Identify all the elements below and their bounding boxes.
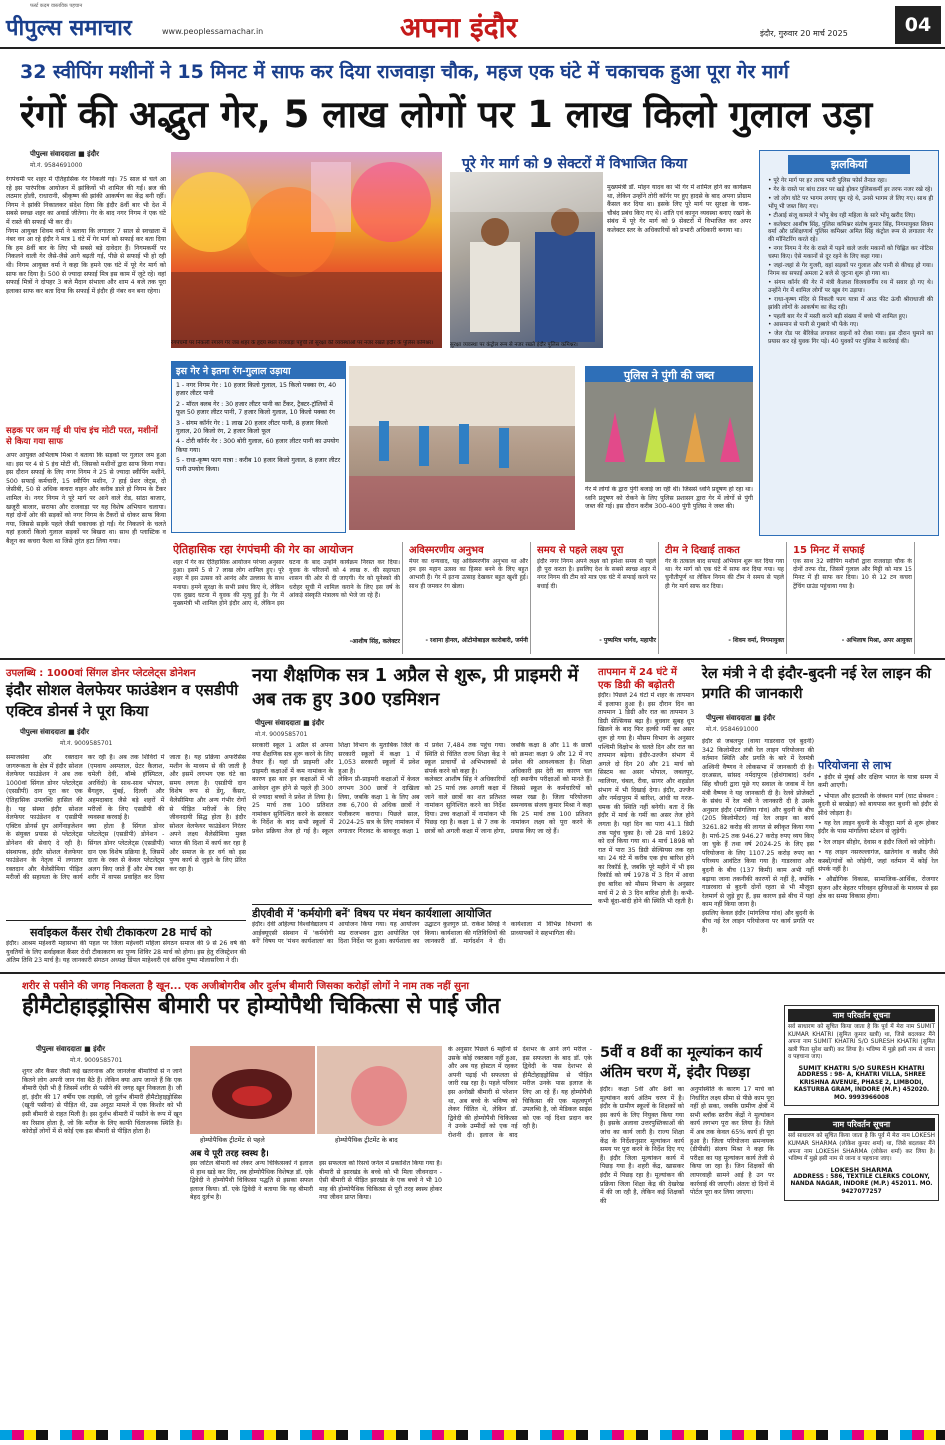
gulal-item: 2 - मॉरल क्लब गेर : 30 हजार लीटर पानी का टैंकर, ट्रैक्टर-ट्रॉलियों में फूल 50 हजार लीटर पानी, 7 हजार किलो गुलाल, 10 किलो पक्का रंग (176, 400, 335, 417)
story3-mobile: मो.नं. 9009585701 (255, 731, 308, 738)
story6-text: इंदौर से जबलपुर (वाया गाडरवारा एवं बुदनी) 342 किलोमीटर लंबी रेल लाइन परियोजना की वर्तमान स्थिति और प्रगति के बारे में रेलमंत्री अश्विनी वैष्णव ने लोकसभा में जानकारी दी है। दरअसल, सांसद नर्मदापुरम (होशंगाबाद) दर्शन सिंह चौधरी द्वारा पूछे गए सवाल के जवाब में रेल मंत्री वैष्णव ने यह जानकारी दी है। रेलवे प्रोजेक्टों के संबंध में रेल मंत्री ने जानकारी दी है उसके अनुसार इंदौर (मांगलिया गांव) और बुदनी के बीच (205 किलोमीटर) नई रेल लाइन का कार्य 3261.82 करोड़ की लागत से स्वीकृत किया गया है। मार्च-25 तक 946.27 करोड़ रुपए व्यय किए जा चुके हैं तथा वर्ष 2024-25 के लिए इस परियोजना के लिए 1107.25 करोड़ रुपए का परिव्यय आवंटित किया गया है। गाडरवारा और बुदनी के बीच (137 किमी) काम अभी नहीं बढ़ाया जाना तकनीकी कारणों से नहीं है, क्योंकि गाडरवारा से बुदनी दोनों रहता से भी मौजूदा रेलमार्ग से जुड़े हुए हैं, इस कारण इसे बीच में यहां काम नहीं किया जाना है। इसलिए केवल इंदौर (मांगलिया गांव) और बुदनी के बीच नई रेल लाइन परियोजना पर कार्य प्रगति पर है। (702, 738, 814, 935)
lead-byline: पीपुल्स संवाददाता ■ इंदौर (30, 150, 99, 158)
page-number: 04 (895, 6, 941, 44)
story7-byline: पीपुल्स संवाददाता ■ इंदौर (36, 1045, 105, 1053)
quote-title: समय से पहले लक्ष्य पूरा (537, 545, 624, 556)
section-title: अपना इंदौर (400, 11, 518, 44)
jhalkiyan-item: • जहां-जहां से गेर गुजरी, वहां सड़कों पर गुलाल और पानी से कीचड़ हो गया। निगम का सफाई अमला 2 बजे से जुटना शुरू हो गया था। (768, 263, 933, 277)
story6-benefits-head: परियोजना से लाभ (818, 759, 892, 772)
quote-text: इंदौर नगर निगम अपने लक्ष्य को हमेशा समय से पहले ही पूरा करता है। इसलिए देश के सबसे स्वच्छ शहर में नगर निगम की टीम को मात्र एक घंटे में सफाई करने पर बधाई दी। (537, 558, 656, 590)
lead-mobile: मो.नं. 9584691000 (30, 162, 83, 169)
story2-headline: इंदौर सोशल वेलफेयर फाउंडेशन व एसडीपी एक्टिव डोनर्स ने पूरा किया (6, 681, 239, 720)
story7-mobile: मो.नं. 9009585701 (70, 1057, 123, 1064)
quote-box (535, 542, 659, 654)
jhalkiyan-item: • कलेक्टर आशीष सिंह, पुलिस कमिश्नर संतोष कुमार सिंह, निगमायुक्त शिवम वर्मा और प्रशिक्षणार्थ पुलिस कमिश्नर अमित सिंह कंट्रोल रूम से लगातार गेर की मॉनिटरिंग करते रहे। (768, 221, 933, 244)
gulal-item: 5 - राधा-कृष्ण फाग यात्रा : करीब 10 हजार किलो गुलाल, 8 हजार लीटर पानी उपयोग किया। (176, 457, 341, 473)
benefit-item: • यह लाइन नसरुल्लागंज, खातेगांव व कन्नौद जैसे कस्बों/गांवों को जोड़ेगी, जहां वर्तमान में कोई रेल संपर्क नहीं है। (818, 849, 938, 874)
benefit-item: • रेल लाइन सीहोर, देवास व इंदौर जिलों को जोड़ेगी। (818, 838, 936, 846)
jhalkiyan-item: • नगर निगम ने गेर के रास्ते में पड़ने वाले जर्जर मकानों को चिह्नित कर नोटिस चस्पा किए। ऐसे मकानों से दूर रहने के लिए कहा गया। (768, 246, 933, 261)
quote-box (791, 542, 915, 654)
story2-kicker: उपलब्धि : 1000वां सिंगल डोनर प्लेटलेट्स डोनेशन (6, 668, 196, 679)
gulal-item: 4 - टोरी कॉर्नर गेर : 300 बोरी गुलाल, 60 हजार लीटर पानी का उपयोग किया गया। (176, 438, 339, 454)
gulal-crowd-photo (171, 152, 442, 348)
notice-title: नाम परिवर्तन सूचना (788, 1118, 935, 1131)
police-control-room-photo (450, 172, 603, 348)
story4-text: इंदौर। आश्रम महेश्वरी महासभा की पहल पर जिला महेश्वरी महिला संगठन समाज की 9 से 26 वर्ष की युवतियों के लिए सर्वाइकल कैंसर रोधी टीकाकरण का पुण्य शिविर 28 मार्च को होगा। इस हेतु रजिस्ट्रेशन की अंतिम तिथि 23 मार्च है। यह जानकारी संगठन अध्यक्ष डिंपल माहेश्वरी एवं सचिव पुष्पा मोलासरिया ने दी। (6, 940, 246, 965)
street-sweeping-photo (349, 366, 575, 530)
benefit-item: • यह रेल लाइन बुधनी के मौजूदा मार्ग से शुरू होकर इंदौर के पास मांगलिया स्टेशन से जुड़ेगी। (818, 820, 938, 836)
story7-subhead: अब ये पूरी तरह स्वस्थ है। (190, 1149, 269, 1159)
story3-divider (252, 904, 592, 905)
jhalkiyan-item: • जो लोग घोटे पर भागम लगाए घूम रहे थे, उनसे भागम ले लिए गए। साथ ही भोंपू भी जब्त किए गए। (768, 195, 933, 210)
story7-headline: हीमैटोहाइड्रोसिस बीमारी पर होम्योपैथी चिकित्सा से पाई जीत (22, 994, 501, 1019)
lead-subhead: सड़क पर जम गई थी पांच इंच मोटी परत, मशीनों से किया गया साफ (6, 426, 158, 447)
notice-text: सर्व साधारण को सूचित किया जाता है कि पूर्व में मेरा नाम LOKESH KUMAR SHARMA (लोकेश कुमार शर्मा) था, जिसे बदलकर मैंने अपना नाम LOKESH SHARMA (लोकेश शर्मा) कर लिया है। भविष्य में मुझे इसी नाम से जाना व पहचाना जाए। (788, 1133, 935, 1163)
quote-box (407, 542, 531, 654)
police-photo-caption: सुरक्षा व्यवस्था पर कंट्रोल रूम से नजर रखते इंदौर पुलिस कमिश्नर। (450, 342, 578, 348)
gulal-item: 1 - नगर निगम गेर : 10 हजार किलो गुलाल, 15 किलो पक्का रंग, 40 हजार लीटर पानी (176, 382, 337, 398)
sector-headline: पूरे गेर मार्ग को 9 सेक्टरों में विभाजित किया (462, 156, 688, 172)
gulal-box-head: इस गेर ने इतना रंग-गुलाल उड़ाया (172, 362, 345, 379)
story2-byline: पीपुल्स संवाददाता ■ इंदौर (20, 728, 89, 736)
divider-2 (0, 972, 945, 974)
quote-author: - रशाना हीनल, ऑटोमोबाइल कारोबारी, जर्मनी (425, 637, 528, 644)
gulal-crowd-illustration (171, 152, 442, 348)
story8-text-right: अनुपस्थिति के कारण 17 मार्च को निर्धारित लक्ष्य सीमा से पीछे काम पूरा नहीं हो सका, जबकि ग्रामीण क्षेत्रों में सभी ब्लॉक स्तरीय केंद्रों ने मूल्यांकन कार्य लगभग पूरा कर लिया है। जिले में अब तक केवल 65% कार्य ही पूरा हुआ है। जिला परियोजना समन्वयक (डीपीसी) संजय मिश्रा ने कहा कि परीक्षा का यह मूल्यांकन कार्य तेजी से किया जा रहा है। जिन शिक्षकों की लापरवाही सामने आई है उन पर कार्रवाई की जाएगी। अंततः दो दिनों में पोर्टल पूरा कर लिया जाएगा। (690, 1086, 774, 1197)
jhalkiyan-item: • संगम कॉर्नर की गेर में मंत्री कैलाश विजयवर्गीय रथ में सवार हो गए थे। उन्होंने गेर में शामिल लोगों पर खूब रंग उड़ाया। (768, 279, 933, 294)
pungi-photo (585, 382, 753, 482)
gulal-item: 3 - संगम कॉर्नर गेर : 1 लाख 20 हजार लीटर पानी, 8 हजार किलो गुलाल, 20 किलो रंग, 2 हजार किलो फूल (176, 419, 328, 436)
story7-left-text: शुगर और कैंसर जैसी कई खतरनाक और जानलेवा बीमारियों से न जाने कितने लोग अपनी जान गंवा बैठे हैं। लेकिन क्या आप जानते हैं कि एक बीमारी ऐसी भी है जिसमें शरीर से पसीने की जगह खून निकलता है। जी हां, इंदौर की 17 वर्षीय एक लड़की, जो दुर्लभ बीमारी हीमैटोहाइड्रोसिस (खूनी पसीना) से पीड़ित थी, उस अनूठा मामले में एक किशोर को भी इसी बीमारी से राहत मिली है। इस दुर्लभ बीमारी में पसीने के रूप में खून का रिसाव होता है, जो कि मरीज के लिए काफी चिंताजनक स्थिति है। कोरोड़ों लोगों में से कोई एक इस बीमारी से पीड़ित होता है। (22, 1068, 182, 1136)
jhalkiyan-item: • आसमान से पानी से गुब्बारे भी फेंके गए। (768, 322, 859, 329)
jhalkiyan-list (760, 178, 938, 347)
story3-headline: नया शैक्षणिक सत्र 1 अप्रैल से शुरू, प्री प्राइमरी में अब तक हुए 300 एडमिशन (252, 665, 579, 710)
jhalkiyan-item: • पहली बार गेर में मस्ती करने बड़ी संख्या में बच्चे भी शामिल हुए। (768, 313, 908, 320)
quote-title: ऐतिहासिक रहा रंगपंचमी की गेर का आयोजन (173, 543, 354, 556)
lead-kicker: 32 स्वीपिंग मशीनों ने 15 मिनट में साफ कर दिया राजवाड़ा चौक, महज एक घंटे में चकाचक हुआ पूरा गेर मार्ग (20, 61, 789, 83)
masthead-site[interactable]: www.peoplessamachar.in (162, 27, 264, 36)
quote-text: मेयर का धन्यवाद, यह अविस्मरणीय अनुभव था और हम इस महान उत्सव का हिस्सा बनने के लिए बहुत आभारी हैं। गेर में इतना उत्साह देखकर बहुत खुशी हुई। साथ ही जमकर रंग खेला। (409, 558, 528, 590)
pungi-caption: गेर में लोगों के द्वारा पुंगी बजाई जा रही थी। जिससे ध्वनि प्रदूषण हो रहा था। ध्वनि प्रदूषण को रोकने के लिए पुलिस प्रशासन द्वारा गेर में लोगों से पुंगी जब्त की गई। इस दौरान करीब 300-400 पुंगी पुलिस ने जब्त की। (585, 486, 753, 511)
quote-box (663, 542, 787, 654)
pungi-illustration (585, 382, 753, 482)
masthead-logo-tagline: फर्स्ट कदम वास्तविक पहचान (30, 3, 83, 9)
story7-kicker: शरीर से पसीने की जगह निकलता है खून... एक अजीबोगरीब और दुर्लभ बीमारी जिसका करोड़ों लोगों ने नाम तक नहीं सुना (22, 981, 469, 992)
story8-headline-2: अंतिम चरण में, इंदौर पिछड़ा (600, 1065, 750, 1081)
before-caption: होम्योपैथिक ट्रीटमेंट से पहले (200, 1136, 265, 1144)
benefit-item: • इंदौर से मुंबई और दक्षिण भारत के यात्रा समय में कमी आएगी। (818, 774, 938, 790)
lead-column-1: रंगपंचमी पर शहर में ऐतिहासिक गेर निकली गई। 75 साल से चले आ रहे इस पारंपरिक आयोजन में झांकियों भी शामिल की गईं। ब्रज की लठमार होली, राधारानी, श्रीकृष्ण की झांकी आकर्षण का केंद्र बनी रहीं। निगम ने झांकी निकालकर संदेश दिया कि इंदौर 8वीं बार भी देश में सबसे स्वच्छ शहर का अवार्ड जीतेगा। गेर के बाद नगर निगम ने एक घंटे में रास्ते की सफाई भी कर दी। निगम आयुक्त शिवम वर्मा ने बताया कि लगातार 7 साल से स्वच्छता में नंबर वन आ रहे इंदौर ने मात्र 1 घंटे में गेर मार्ग को सफाई कर बता दिया कि हम 8वीं बार के लिए भी सबसे बड़े दावेदार हैं। निगमकर्मी पर निकलने वाली गेर जैसे-जैसे आगे बढ़ती गई, पीछे से सफाई भी हो रही थी। निगम आयुक्त वर्मा ने कहा कि हमने एक घंटे में पूरे गेर मार्ग को साफ कर दिया है। 500 से ज्यादा सफाई मित्र इस काम में जुटे रहे। वहां सफाई मित्रों ने दोपहर 3 बजे मैदान संभाला और शाम 4 बजे तक पूरा इलाका साफ कर बता दिया कि सफाई में इंदौर ही नंबर वन बना रहेगा। (6, 176, 166, 295)
notices-column (784, 1005, 939, 1415)
masthead-date: इंदौर, गुरुवार 20 मार्च 2025 (760, 29, 848, 38)
after-caption: होम्योपैथिक ट्रीटमेंट के बाद (335, 1136, 398, 1144)
jhalkiyan-head: झलकियां (788, 155, 910, 174)
quote-text: गेर के तत्काल बाद सफाई अभियान शुरू कर दिया गया था। गेर मार्ग को एक घंटे में साफ कर दिया गया। यह चुनौतीपूर्ण था लेकिन निगम की टीम ने समय से पहले ही गेर मार्ग साफ कर दिया। (665, 558, 784, 590)
notice-text: सर्व साधारण को सूचित किया जाता है कि पूर्व में मेरा नाम SUMIT KUMAR KHATRI (सुमित कुमार खत्री) था, जिसे बदलकर मैंने अपना नाम SUMIT KHATRI S/O SURESH KHATRI (सुमित खत्री पिता सुरेश खत्री) कर लिया है। भविष्य में मुझे इसी नाम से जाना व पहचाना जाए। (788, 1024, 935, 1061)
quote-author: - अभिलाष मिश्रा, अपर आयुक्त (841, 637, 912, 644)
story4-headline: सर्वाइकल कैंसर रोधी टीकाकरण 28 मार्च को (30, 926, 212, 939)
quote-author: -आशीष सिंह, कलेक्टर (349, 638, 400, 645)
story8-text-left: इंदौर। कक्षा 5वीं और 8वीं का मूल्यांकन कार्य अंतिम चरण में है। इंदौर के ग्रामीण स्कूलों के शिक्षकों को इस कार्य के लिए नियुक्त किया गया है। इसके अलावा उत्तरपुस्तिकाओं की जांच का कार्य जारी है। राज्य शिक्षा केंद्र के निर्देशानुसार मूल्यांकन कार्य समय पर पूरा करने के निर्देश दिए गए हैं। इंदौर जिला मूल्यांकन कार्य में पिछड़ गया है। शहरी केंद्र, खासकर इंदौर में पिछड़ रहा है। मूल्यांकन की प्रक्रिया जिला शिक्षा केंद्र की देखरेख में की जा रही है, लेकिन कई शिक्षकों की (600, 1086, 684, 1205)
story7-mid-text: इस जटिल बीमारी को लेकर अन्य चिकित्सकों ने इलाज से हाथ खड़े कर दिए, तब होम्योपैथिक विशेषज्ञ डॉ. एके द्विवेदी ने होम्योपैथी चिकित्सा पद्धति से इसका सफल इलाज किया। डॉ. एके द्विवेदी ने बताया कि यह बीमारी बेहद दुर्लभ है। इस सफलता को रिसर्च जर्नल में प्रकाशित किया गया है। बीमारी से झारखंड के बच्चे को भी मिला जीवनदान - ऐसी बीमारी से पीड़ित झारखंड के एक बच्चे ने भी 10 माह की होम्योपैथिक चिकित्सा से पूरी तरह स्वस्थ होकर नया जीवन प्राप्त किया। (190, 1160, 442, 1202)
story8-headline-1: 5वीं व 8वीं का मूल्यांकन कार्य (600, 1045, 762, 1061)
name-change-notice (784, 1114, 939, 1200)
pungi-head: पुलिस ने पुंगी की जब्त (585, 366, 753, 385)
notice-address: ADDRESS : 98- A, KHATRI VILLA, SHREE KRISHNA AVENUE, PHASE 2, LIMBODI, KASTURBA GRAM, INDORE (M.P.) 452020. MO. 9993966008 (793, 1071, 930, 1101)
story5-kicker-1: तापमान में 24 घंटे में (598, 667, 677, 678)
story6-headline: रेल मंत्री ने दी इंदौर-बुदनी नई रेल लाइन की प्रगति की जानकारी (702, 666, 931, 702)
after-treatment-photo (317, 1046, 442, 1134)
notice-name: LOKESH SHARMA (830, 1165, 893, 1174)
story6-benefits-list (818, 774, 938, 904)
masthead-rule (0, 47, 945, 49)
jhalkiyan-item: • राधा-कृष्ण मंदिर से निकली फाग यात्रा में आठ फीट ऊंची श्रीराधाजी की झांकी लोगों के आकर्षण का केंद्र रही। (768, 296, 933, 311)
notice-address: ADDRESS : 586, TEXTILE CLERKS COLONY, NANDA NAGAR, INDORE (M.P.) 452011. MO. 9427077257 (790, 1173, 933, 1195)
lead-column-1b: अपर आयुक्त अभिलाष मिश्रा ने बताया कि सड़कों पर गुलाल जम हुआ था। इस पर 4 से 5 इंच मोटी थी, जिसको मशीनों द्वारा साफ किया गया। इस दौरान सफाई के लिए नगर निगम ने 25 से ज्यादा स्वीपिंग मशीनें, 500 सफाई कर्मचारी, 15 स्वीपिंग मशीन, 7 हाई प्रेशर जेट्स, दो जेसीबी, 50 से अधिक कचरा वाहन और करीब डाले हो निगम के टैंकर शामिल थे। नगर निगम ने पूरे मार्ग पर आने वाले रोड, सांठा बाजार, खजूरी बाजार, सराफा और राजवाड़ा पर यह विशेष अभियान चलाया। यहां दोनों ओर की सड़कों को नगर निगम के टैंकरों से धोकर साफ किया गया, जिससे सड़कें पहले जैसी चकाचक हो गईं। गेर निकलने के चलते यहां हजारों किलो गुलाल सड़कों पर बिखरा था। साथ ही प्लास्टिक व बैलून का कचरा फैला था जिसे तुरंत हटा लिया गया। (6, 452, 166, 545)
gulal-box (171, 361, 346, 533)
story4-divider (6, 920, 246, 921)
quote-author: - शिवम वर्मा, निगमायुक्त (728, 637, 784, 644)
story3-text: सरकारी स्कूल 1 अप्रैल से अपना नया शैक्षणिक सत्र शुरू करने के लिए तैयार हैं। यहां प्री प्राइमरी और प्राइमरी कक्षाओं में कम नामांकन के कारण इस बार इन कक्षाओं में भी आवेदन शुरू होने से पहले ही 300 से ज्यादा बच्चों ने प्रवेश ले लिया है। 25 मार्च तक 100 प्रतिशत नामांकन सुनिश्चित करने के सरकार के निर्देश के बाद सभी स्कूलों में प्रवेश प्रक्रिया तेज हो गई है। स्कूल शिक्षा विभाग के मुताबिक जिले के सरकारी स्कूलों में कक्षा 1 में 1,053 सरकारी स्कूलों में प्रवेश हुआ है। लेकिन प्री-प्राइमरी कक्षाओं में केवल लगभग 300 छात्रों ने दाखिला लिया, जबकि कक्षा 1 के लिए अब तक 6,700 से अधिक छात्रों ने पंजीकरण कराया। पिछले साल, 2024-25 सत्र के लिए नामांकन में लगातार गिरावट के बावजूद कक्षा 1 में प्रवेश 7,484 तक पहुंच गया। स्थिति से चिंतित राज्य शिक्षा केंद्र ने स्कूल प्राचार्यों से अभिभावकों से संपर्क करने को कहा है। कलेक्टर आशीष सिंह ने अधिकारियों को 25 मार्च तक अगली कक्षा में जाने वाले छात्रों का शत प्रतिशत नामांकन सुनिश्चित करने का निर्देश दिया। उच्च कक्षाओं में नामांकन भी पिछड़ रहा है। कक्षा 1 से 7 तक के छात्रों को अगली कक्षा में जाना होगा, जबकि कक्षा 8 और 11 के छात्रों को क्रमशः कक्षा 9 और 12 में नए प्रवेश की आवश्यकता है। शिक्षा अधिकारी इस देरी का कारण चल रही स्थानीय परीक्षाओं को मानते हैं। जिससे स्कूल के कर्मचारियों को व्यस्त रखा है। जिला परियोजना समन्वयक संजय कुमार मिश्रा ने कहा कि 25 मार्च तक 100 प्रतिशत नामांकन लक्ष्य को पूरा करने के प्रयास किए जा रहे हैं। (252, 742, 592, 835)
quote-title: अविस्मरणीय अनुभव (409, 545, 484, 556)
jhalkiyan-item: • जेल रोड पर बैरिकेड लगाकर वाहनों को रोका गया। इस दौरान घुमाने का प्रयास कर रहे युवक गिर पड़े। 40 युवकों पर पुलिस ने कार्रवाई की। (768, 331, 933, 346)
print-color-bar (0, 1430, 945, 1440)
quotes-row (171, 542, 939, 654)
story6-byline: पीपुल्स संवाददाता ■ इंदौर (706, 714, 775, 722)
masthead-logo: पीपुल्स समाचार (6, 16, 132, 41)
before-treatment-photo (190, 1046, 315, 1134)
quote-author: - पुष्यमित्र भार्गव, महापौर (599, 637, 656, 644)
divider-1 (0, 658, 945, 660)
quote-title: टीम ने दिखाई ताकत (665, 545, 740, 556)
sweeping-illustration (349, 366, 575, 530)
story5-text: इंदौर। पिछले 24 घंटों में शहर के तापमान में इजाफा हुआ है। इस दौरान दिन का तापमान 1 डिग्री और रात का तापमान 3 डिग्री सेल्सियस बढ़ा है। बुधवार सुबह धूप खिलने के बाद फिर हल्की गर्मी का असर शुरू हो गया है। मौसम विभाग के अनुसार पश्चिमी विक्षोभ के चलते दिन और रात का तापमान बढ़ेगा। इंदौर-उज्जैन संभाग में अगले दो दिन 20 और 21 मार्च को सिस्टम का असर भोपाल, जबलपुर, ग्वालियर, चंबल, रीवा, सागर और शहडोल संभाग में भी दिखाई देगा। इंदौर, उज्जैन और नर्मदापुरम में बारिश, आंधी या गरज-चमक की स्थिति नहीं बनेगी। बता दें कि इंदौर में मार्च के गर्मी का असर तेज होने लगता है। यहां दिन का पारा 41.1 डिग्री तक पहुंच चुका है। जो 28 मार्च 1892 को दर्ज किया गया था। 4 मार्च 1898 को रात में पारा 35 डिग्री सेल्सियस तक रहा था। 24 घंटे में करीब एक इंच बारिश होने का रिकॉर्ड है, जबकि पूरे महीने में भी इस रिकॉर्ड को वर्ष 1978 में 3 दिन में आधा इंच बारिश को मौसम विभाग के अनुसार मार्च में 2 से 3 दिन बारिश होती है। कभी-कभी बूंदा-बांदी होने की स्थिति भी रहती है। (598, 692, 694, 906)
name-change-notice (784, 1005, 939, 1106)
gulal-photo-caption: रंगपंचमी पर निकली रंगारंग गेर जब शहर के हृदय स्थल राजवाड़ा पहुंची तो सुरक्षा की व्यवस्थाओं पर नजर रखते इंदौर के पुलिस कमिश्नर। (171, 340, 434, 346)
jhalkiyan-sidebar (759, 150, 939, 536)
jhalkiyan-item: • पूरे गेर मार्ग पर हर तरफ भारी पुलिस फोर्स तैनात रहा। (768, 178, 887, 184)
quote-text: एक साथ 32 स्वीपिंग मशीनों द्वारा राजवाड़ा चौक के दोनों तरफ रोड, जिसमें गुलाल और मिट्टी को मात्र 15 मिनट में ही साफ कर दिया। 10 से 12 टन कचरा ट्रेंचिंग ग्राउंड पहुंचाया गया है। (793, 558, 912, 590)
masthead (0, 0, 945, 50)
benefit-item: • भोपाल और इटारसी के जंक्शन मार्ग (घाट सेक्शन : बुदनी से बरखेड़ा) को बायपास कर बुधनी को इंदौर से सीधे जोड़ता है। (818, 792, 938, 817)
story7-right-text: के अनुसार पिछले 6 महीनों से उसके कोई रक्तस्राव नहीं हुआ, और अब यह होस्टल में रहकर अपनी पढ़ाई भी सफलता से जारी रख रहा है। पहले परिवार इस अनोखी बीमारी से परेशान था, अब बच्चे के भविष्य को लेकर चिंतित थे, लेकिन डॉ. द्विवेदी की होम्योपैथी चिकित्सा ने उनके उम्मीदों को एक नई रोशनी दी। इलाज के बाद देशभर के आने लगे मरीज - इस सफलता के बाद डॉ. एके द्विवेदी के पास देशभर से हीमैटोहाइड्रोसिस से पीड़ित मरीज उनके पास इलाज के लिए आ रहे हैं। यह होम्योपैथी चिकित्सा की एक महत्वपूर्ण उपलब्धि है, जो मेडिकल साइंस को एक नई दिशा प्रदान कर रही है। (448, 1046, 592, 1139)
tongue-illustration-after (317, 1046, 442, 1134)
benefit-item: • औद्योगिक विकास, सामाजिक-आर्थिक, रोजगार सृजन और बेहतर परिवहन सुविधाओं के माध्यम से इस क्षेत्र का समग्र विकास होगा। (818, 876, 938, 901)
notice-name: SUMIT KHATRI S/O SURESH KHATRI (798, 1063, 925, 1072)
story5-kicker-2: एक डिग्री की बढ़ोतरी (598, 680, 675, 691)
lead-headline: रंगों की अद्भुत गेर, 5 लाख लोगों पर 1 लाख किलो गुलाल उड़ा (20, 93, 873, 136)
story2-text: समाजसेवा और रक्तदान जागरूकता के क्षेत्र में इंदौर सोशल वेलफेयर फाउंडेशन ने अब तक 1000वां सिंगल डोनर प्लेटलेट्स (एसडीपी) दान पूरा कर एक ऐतिहासिक उपलब्धि हासिल की है। यह संस्था इंदौर सोशल वेलफेयर फाउंडेशन व एसडीपी एक्टिव डोनर्स ग्रुप आर्गेनाइजेशन के संयुक्त प्रयास से प्लेटलेट्स डोनेशन की सेवाएं दे रही है। संस्थापक, इंदौर सोशल वेलफेयर फाउंडेशन के नेतृत्व में लगातार रक्तदान और थैलेसीमिया पीड़ित मरीजों की सहायता के लिए कार्य कर रही है। अब तक शिविरों में (एमवाय अस्पताल, ग्रेटर कैलाश, चमेली देवी, बॉम्बे हॉस्पिटल, अरविंदो) के साथ-साथ भोपाल, बैंगलुरु, मुंबई, दिल्ली और अहमदाबाद जैसे बड़े शहरों में मरीजों के लिए एसडीपी की व्यवस्था करवाई है। क्या होता है सिंगल डोनर प्लेटलेट्स (एसडीपी) डोनेशन - सिंगल डोनर प्लेटलेट्स (एसडीपी) दान एक विशेष प्रक्रिया है, जिसमें दाता के रक्त से केवल प्लेटलेट्स अलग किए जाते हैं और शेष रक्त शरीर में वापस प्रवाहित कर दिया जाता है। यह प्रक्रिया अफरेसिस मशीन के माध्यम से की जाती है और इसमें लगभग एक घंटे का समय लगता है। एसडीपी दान विशेष रूप से डेंगू, कैंसर, थैलेसीमिया और अन्य गंभीर रोगों से पीड़ित मरीजों के लिए जीवनदायी सिद्ध होता है। इंदौर सोशल वेलफेयर फाउंडेशन निरंतर अपने लक्ष्य थैलेसीमिया मुक्त भारत की दिशा में कार्य कर रहा है और समाज के हर वर्ग को इस पुण्य कार्य से जुड़ने के लिए प्रेरित कर रहा है। (6, 754, 246, 882)
gulal-list (172, 379, 345, 479)
mouth-illustration-before (190, 1046, 315, 1134)
jhalkiyan-item: • गेर के रास्ते पर बांध टावर पर खड़े होकर पुलिसकर्मी हर तरफ नजर रखे रहे। (768, 186, 933, 193)
quote-title: 15 मिनट में सफाई (793, 545, 865, 556)
story3b-text: इंदौर। देवी अहिल्या विश्वविद्यालय में आईक्यूएसी संस्थान में 'कर्मयोगी बनें' विषय पर 'मंथन कार्यशाला' का आयोजन किया गया। यह आयोजन मप्र राजभवन द्वारा आयोजित एवं दिशा निर्देश पर हुआ। कार्यशाला का उद्घाटन कुलगुरु प्रो. राकेश सिंघई ने किया। कार्यशाला की गतिविधियों की जानकारी डॉ. मार्गदर्शन ने दी। कार्यशाला में विभिन्न विभागों के प्राध्यापकों ने सहभागिता की। (252, 921, 592, 946)
story6-mobile: मो.नं. 9584691000 (706, 726, 759, 733)
story2-mobile: मो.नं. 9009585701 (60, 740, 113, 747)
police-illustration (450, 172, 603, 348)
jhalkiyan-item: • टीआई संजू कामले ने भोंपू बेच रही महिला के सारे भोंपू खरीद लिए। (768, 212, 916, 219)
story3b-headline: डीएवीवी में 'कर्मयोगी बनें' विषय पर मंथन कार्यशाला आयोजित (252, 908, 492, 920)
quote-text: शहर में गेर का ऐतिहासिक आयोजन परंपरा अनुसार हुआ। इसमें 5 से 7 लाख लोग शामिल हुए। पूरे शहर में इस उत्सव को आनंद और उल्लास के साथ मनाया। हमने सुरक्षा के सभी प्रबंध किए थे, लेकिन एक दुखद घटना में युवक की मृत्यु हुई है। गेर में मुख्यमंत्री भी शामिल होने इंदौर आए थे, लेकिन इस घटना के बाद उन्होंने कार्यक्रम निरस्त कर दिया। युवक के परिजनों को 4 लाख रु. की सहायता शासन की ओर से दी जाएगी। गेर को यूनेस्को की धरोहर सूची में शामिल कराने के लिए इस वर्ष के आंकड़े संस्कृति मंत्रालय को भेजे जा रहे हैं। (173, 559, 400, 608)
story3-byline: पीपुल्स संवाददाता ■ इंदौर (255, 719, 324, 727)
sector-text: मुख्यमंत्री डॉ. मोहन यादव का भी गेर में शामिल होने का कार्यक्रम था, लेकिन उन्होंने तोरी कॉर्नर पर हुए हादसे के बाद अपना प्रोग्राम कैंसल कर दिया था। इसके लिए पूरे मार्ग पर सुरक्षा के चाक-चौबंद प्रबंध किए गए थे। शांति एवं कानून व्यवस्था बनाए रखने के संबंध में पूरे गेर मार्ग को 9 सेक्टरों में विभाजित कर अपर कलेक्टर स्तर के अधिकारियों को प्रभारी अधिकारी बनाया था। (607, 184, 751, 234)
quote-box (171, 542, 403, 654)
notice-title: नाम परिवर्तन सूचना (788, 1009, 935, 1022)
